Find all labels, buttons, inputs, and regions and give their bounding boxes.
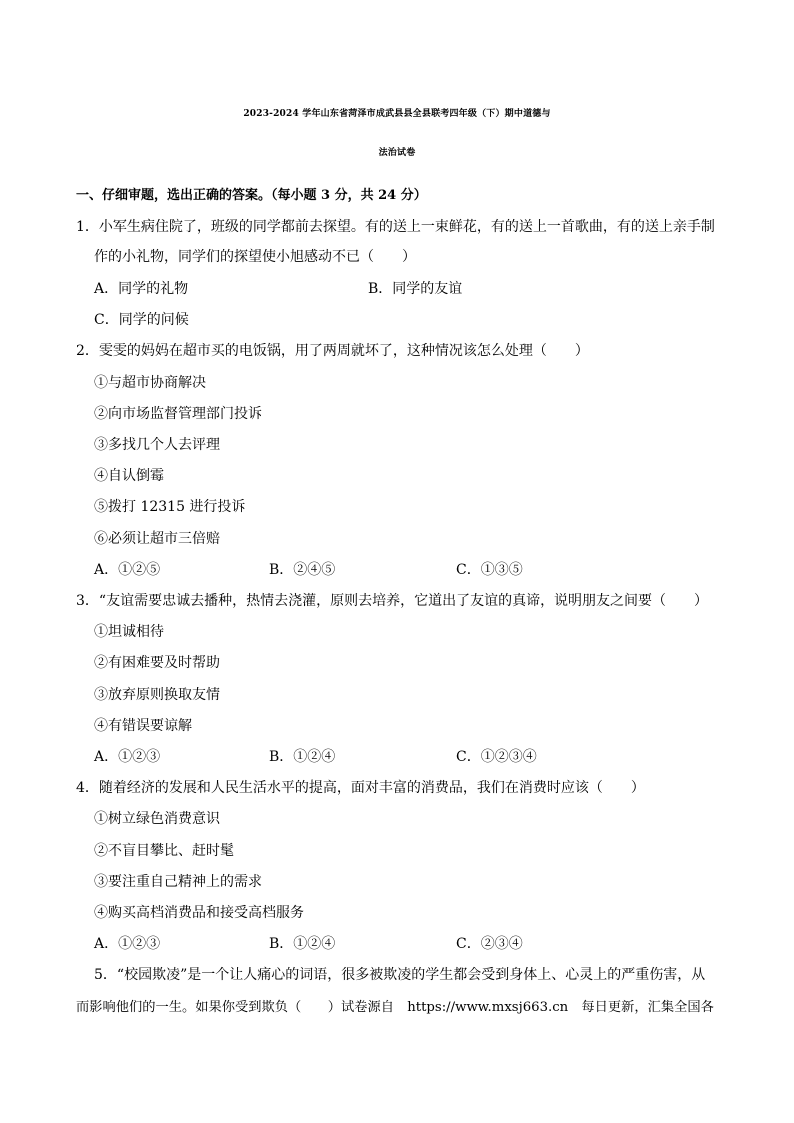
- question-4-option-b: B．①②④: [269, 936, 336, 952]
- question-4-item: ③要注重自己精神上的需求: [94, 874, 262, 890]
- question-3-item: ②有困难要及时帮助: [94, 655, 220, 671]
- question-2-item: ④自认倒霉: [94, 468, 164, 484]
- question-2-item: ③多找几个人去评理: [94, 437, 220, 453]
- question-3-option-c: C．①②③④: [456, 749, 537, 765]
- question-1-option-b: B．同学的友谊: [368, 281, 463, 297]
- question-1-text-cont: 作的小礼物，同学们的探望使小旭感动不已（ ）: [94, 249, 416, 265]
- question-4-item: ②不盲目攀比、赶时髦: [94, 843, 234, 859]
- question-1-text: 1．小军生病住院了，班级的同学都前去探望。有的送上一束鲜花，有的送上一首歌曲，有的送上亲手制: [76, 219, 715, 235]
- question-3-text: 3．“友谊需要忠诚去播种，热情去浇灌，原则去培养，它道出了友谊的真谛，说明朋友之间要（ ）: [76, 593, 709, 609]
- question-3-item: ④有错误要谅解: [94, 718, 192, 734]
- question-4-option-a: A．①②③: [94, 936, 161, 952]
- question-4-text: 4．随着经济的发展和人民生活水平的提高，面对丰富的消费品，我们在消费时应该（ ）: [76, 780, 645, 796]
- question-4-item: ④购买高档消费品和接受高档服务: [94, 905, 304, 921]
- question-5-text: 5．“校园欺凌”是一个让人痛心的词语，很多被欺凌的学生都会受到身体上、心灵上的严重伤害，从: [94, 967, 706, 983]
- question-2-item: ⑥必须让超市三倍赔: [94, 531, 220, 547]
- exam-title-line2: 法治试卷: [378, 148, 416, 158]
- question-2-item: ①与超市协商解决: [94, 375, 206, 391]
- question-2-option-c: C．①③⑤: [456, 562, 523, 578]
- question-3-option-a: A．①②③: [94, 749, 161, 765]
- question-2-option-b: B．②④⑤: [269, 562, 336, 578]
- question-3-item: ③放弃原则换取友情: [94, 687, 220, 703]
- question-3-option-b: B．①②④: [269, 749, 336, 765]
- question-3-item: ①坦诚相待: [94, 624, 164, 640]
- question-2-item: ②向市场监督管理部门投诉: [94, 406, 262, 422]
- question-5-text-cont: 而影响他们的一生。如果你受到欺负（ ）试卷源自 https://www.mxsj663.cn 每日更新，汇集全国各: [76, 1000, 714, 1015]
- question-1-option-a: A．同学的礼物: [94, 281, 189, 297]
- question-2-text: 2．雯雯的妈妈在超市买的电饭锅，用了两周就坏了，这种情况该怎么处理（ ）: [76, 343, 589, 359]
- question-2-option-a: A．①②⑤: [94, 562, 161, 578]
- question-1-option-c: C．同学的问候: [94, 312, 189, 328]
- question-4-option-c: C．②③④: [456, 936, 523, 952]
- question-4-item: ①树立绿色消费意识: [94, 811, 220, 827]
- exam-title-line1: 2023-2024 学年山东省菏泽市成武县县全县联考四年级（下）期中道德与: [243, 109, 551, 119]
- question-2-item: ⑤拨打 12315 进行投诉: [94, 499, 246, 515]
- section-heading: 一、仔细审题，选出正确的答案。（每小题 3 分，共 24 分）: [76, 188, 427, 203]
